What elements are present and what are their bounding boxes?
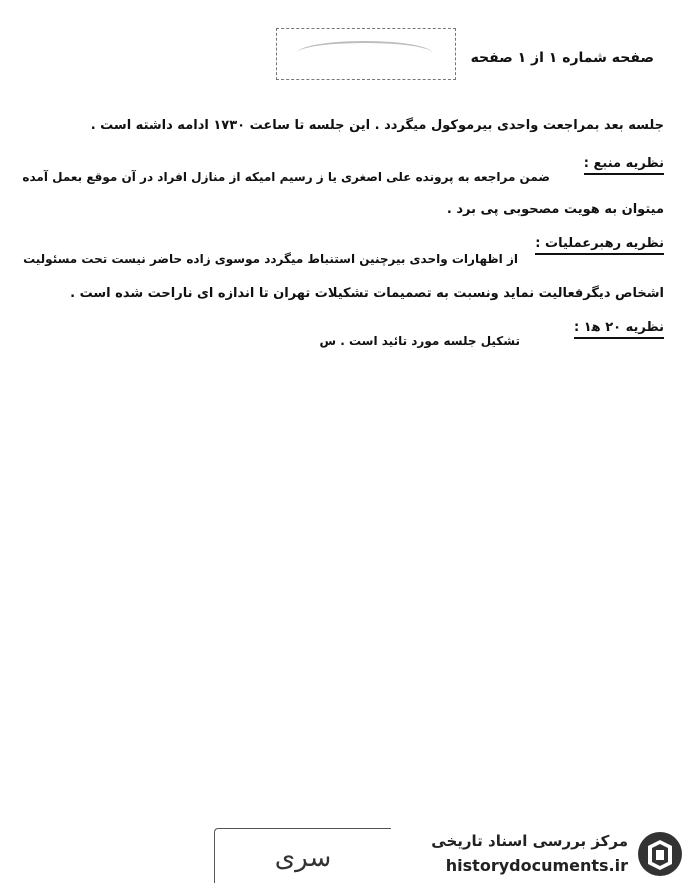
- archive-title: مرکز بررسی اسناد تاریخی: [431, 832, 628, 850]
- paragraph-line: جلسه بعد بمراجعت واحدی بیرموکول میگردد . این جلسه تا ساعت ۱۷۳۰ ادامه داشته است .: [90, 118, 664, 133]
- page-counter: صفحه شماره ۱ از ۱ صفحه: [470, 50, 654, 66]
- operations-leader-opinion-label: نظریه رهبرعملیات :: [535, 236, 664, 255]
- source-opinion-label: نظریه منبع :: [584, 156, 664, 175]
- archive-watermark: [418, 826, 688, 884]
- paragraph-line: اشخاص دیگرفعالیت نماید ونسبت به تصمیمات تشکیلات تهران تا اندازه ای ناراحت شده است .: [70, 286, 664, 301]
- paragraph-line: میتوان به هویت مصحوبی پی برد .: [446, 202, 664, 217]
- paragraph-line: تشکیل جلسه مورد تائید است . س: [319, 334, 520, 348]
- paragraph-line: از اظهارات واحدی بیرچنین استنباط میگردد موسوی زاده حاضر نیست تحت مسئولیت: [23, 252, 518, 266]
- paragraph-line: ضمن مراجعه به پرونده علی اصغری یا ز رسیم امیکه از منازل افراد در آن موقع بعمل آمده: [22, 170, 550, 184]
- archive-logo-icon: [636, 830, 684, 878]
- archive-url: historydocuments.ir: [445, 856, 628, 875]
- classification-stamp: [214, 828, 391, 883]
- classification-stamp-text: سری: [274, 843, 332, 873]
- department-opinion-label: نظریه ۲۰ ه‍۱ :: [574, 320, 664, 339]
